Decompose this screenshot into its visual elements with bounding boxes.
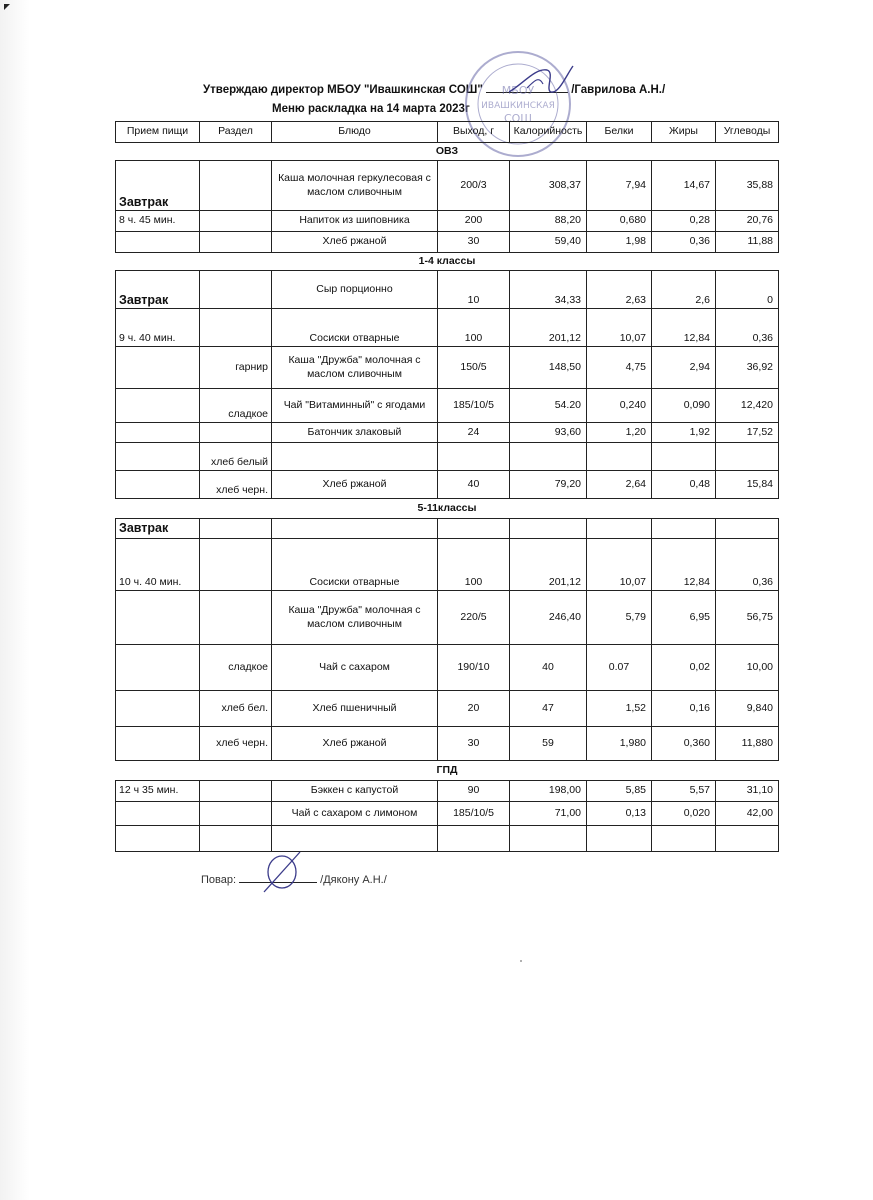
fat-cell: 0,020 xyxy=(652,802,716,826)
kcal-cell: 59,40 xyxy=(510,232,587,253)
kcal-cell xyxy=(510,519,587,539)
output-cell: 200/3 xyxy=(438,161,510,211)
fat-cell: 0,360 xyxy=(652,727,716,761)
output-cell: 200 xyxy=(438,211,510,232)
protein-cell: 1,980 xyxy=(587,727,652,761)
fat-cell: 12,84 xyxy=(652,539,716,591)
protein-cell xyxy=(587,826,652,852)
col-header-section: Раздел xyxy=(200,122,272,143)
table-row xyxy=(116,211,779,232)
section-cell: гарнир xyxy=(200,347,272,389)
section-cell: хлеб бел. xyxy=(200,691,272,727)
protein-cell: 4,75 xyxy=(587,347,652,389)
output-cell: 10 xyxy=(438,271,510,309)
protein-cell: 10,07 xyxy=(587,309,652,347)
approval-line xyxy=(203,82,665,96)
protein-cell: 0,240 xyxy=(587,389,652,423)
meal-cell xyxy=(116,443,200,471)
dish-cell: Каша "Дружба" молочная с маслом сливочным xyxy=(272,591,438,645)
section-cell xyxy=(200,211,272,232)
section-cell: хлеб черн. xyxy=(200,727,272,761)
output-cell: 100 xyxy=(438,539,510,591)
carbs-cell: 15,84 xyxy=(716,471,779,499)
protein-cell: 5,85 xyxy=(587,781,652,802)
output-cell: 24 xyxy=(438,423,510,443)
protein-cell: 2,63 xyxy=(587,271,652,309)
table-row xyxy=(116,161,779,211)
section-cell xyxy=(200,161,272,211)
carbs-cell: 0 xyxy=(716,271,779,309)
dish-cell: Хлеб ржаной xyxy=(272,232,438,253)
output-cell: 220/5 xyxy=(438,591,510,645)
carbs-cell: 56,75 xyxy=(716,591,779,645)
fat-cell: 5,57 xyxy=(652,781,716,802)
table-row xyxy=(116,727,779,761)
carbs-cell: 17,52 xyxy=(716,423,779,443)
protein-cell: 7,94 xyxy=(587,161,652,211)
output-cell: 185/10/5 xyxy=(438,802,510,826)
kcal-cell: 308,37 xyxy=(510,161,587,211)
group-title: 1-4 классы xyxy=(116,253,779,271)
output-cell: 90 xyxy=(438,781,510,802)
fat-cell: 2,6 xyxy=(652,271,716,309)
col-header-fat: Жиры xyxy=(652,122,716,143)
kcal-cell: 54.20 xyxy=(510,389,587,423)
kcal-cell: 88,20 xyxy=(510,211,587,232)
group-row-gpd xyxy=(116,761,779,781)
carbs-cell: 36,92 xyxy=(716,347,779,389)
dish-cell: Бэккен с капустой xyxy=(272,781,438,802)
output-cell: 40 xyxy=(438,471,510,499)
meal-cell: Завтрак xyxy=(116,161,200,211)
protein-cell: 10,07 xyxy=(587,539,652,591)
meal-cell: Завтрак xyxy=(116,519,200,539)
fat-cell: 6,95 xyxy=(652,591,716,645)
meal-cell xyxy=(116,645,200,691)
kcal-cell: 201,12 xyxy=(510,539,587,591)
group-row-5-11 xyxy=(116,499,779,519)
fat-cell: 0,36 xyxy=(652,232,716,253)
section-cell xyxy=(200,539,272,591)
table-row xyxy=(116,519,779,539)
kcal-cell: 246,40 xyxy=(510,591,587,645)
kcal-cell: 71,00 xyxy=(510,802,587,826)
fat-cell: 0,16 xyxy=(652,691,716,727)
protein-cell xyxy=(587,519,652,539)
fat-cell xyxy=(652,826,716,852)
protein-cell xyxy=(587,443,652,471)
section-cell xyxy=(200,423,272,443)
group-title: 5-11классы xyxy=(116,499,779,519)
dish-cell: Хлеб ржаной xyxy=(272,471,438,499)
cook-signature xyxy=(256,848,308,894)
dish-cell: Чай "Витаминный" с ягодами xyxy=(272,389,438,423)
dish-cell: Напиток из шиповника xyxy=(272,211,438,232)
meal-cell: 8 ч. 45 мин. xyxy=(116,211,200,232)
group-row-1-4 xyxy=(116,253,779,271)
carbs-cell: 11,88 xyxy=(716,232,779,253)
kcal-cell: 148,50 xyxy=(510,347,587,389)
menu-subtitle: Меню раскладка на 14 марта 2023г xyxy=(272,103,470,115)
carbs-cell: 0,36 xyxy=(716,309,779,347)
meal-cell: 12 ч 35 мин. xyxy=(116,781,200,802)
carbs-cell xyxy=(716,443,779,471)
kcal-cell: 34,33 xyxy=(510,271,587,309)
approval-text: Утверждаю директор МБОУ "Ивашкинская СОШ" xyxy=(203,84,483,96)
dish-cell xyxy=(272,519,438,539)
group-title: ГПД xyxy=(116,761,779,781)
table-row xyxy=(116,232,779,253)
output-cell: 150/5 xyxy=(438,347,510,389)
dish-cell: Сосиски отварные xyxy=(272,539,438,591)
table-row xyxy=(116,539,779,591)
dish-cell: Чай с сахаром с лимоном xyxy=(272,802,438,826)
carbs-cell: 35,88 xyxy=(716,161,779,211)
meal-cell xyxy=(116,232,200,253)
kcal-cell: 201,12 xyxy=(510,309,587,347)
table-row xyxy=(116,691,779,727)
carbs-cell: 20,76 xyxy=(716,211,779,232)
output-cell: 30 xyxy=(438,232,510,253)
meal-cell xyxy=(116,826,200,852)
kcal-cell: 79,20 xyxy=(510,471,587,499)
table-row xyxy=(116,471,779,499)
corner-mark xyxy=(4,4,10,10)
dish-cell: Сосиски отварные xyxy=(272,309,438,347)
protein-cell: 0,680 xyxy=(587,211,652,232)
table-row xyxy=(116,347,779,389)
section-cell: хлеб черн. xyxy=(200,471,272,499)
protein-cell: 5,79 xyxy=(587,591,652,645)
group-row-ovz xyxy=(116,143,779,161)
section-cell xyxy=(200,802,272,826)
section-cell: сладкое xyxy=(200,389,272,423)
section-cell xyxy=(200,271,272,309)
carbs-cell: 10,00 xyxy=(716,645,779,691)
meal-cell xyxy=(116,423,200,443)
dish-cell xyxy=(272,443,438,471)
fat-cell: 0,28 xyxy=(652,211,716,232)
output-cell xyxy=(438,519,510,539)
cook-name: /Дякону А.Н./ xyxy=(320,874,387,886)
output-cell xyxy=(438,826,510,852)
protein-cell: 0,13 xyxy=(587,802,652,826)
meal-cell xyxy=(116,727,200,761)
svg-text:МБОУ: МБОУ xyxy=(501,84,535,97)
col-header-dish: Блюдо xyxy=(272,122,438,143)
dish-cell: Каша молочная геркулесовая с маслом сливочным xyxy=(272,161,438,211)
kcal-cell: 47 xyxy=(510,691,587,727)
kcal-cell: 40 xyxy=(510,645,587,691)
carbs-cell: 11,880 xyxy=(716,727,779,761)
col-header-kcal: Калорийность xyxy=(510,122,587,143)
output-cell: 190/10 xyxy=(438,645,510,691)
fat-cell: 1,92 xyxy=(652,423,716,443)
table-row xyxy=(116,443,779,471)
scan-edge xyxy=(0,0,30,1200)
table-row xyxy=(116,591,779,645)
protein-cell: 0.07 xyxy=(587,645,652,691)
protein-cell: 1,52 xyxy=(587,691,652,727)
meal-cell xyxy=(116,591,200,645)
scan-speck xyxy=(520,960,522,962)
meal-cell xyxy=(116,471,200,499)
fat-cell: 0,090 xyxy=(652,389,716,423)
carbs-cell: 42,00 xyxy=(716,802,779,826)
section-cell: сладкое xyxy=(200,645,272,691)
output-cell: 30 xyxy=(438,727,510,761)
fat-cell xyxy=(652,443,716,471)
col-header-carbs: Углеводы xyxy=(716,122,779,143)
dish-cell: Хлеб пшеничный xyxy=(272,691,438,727)
output-cell: 20 xyxy=(438,691,510,727)
section-cell xyxy=(200,781,272,802)
protein-cell: 1,20 xyxy=(587,423,652,443)
approval-name: /Гаврилова А.Н./ xyxy=(571,84,666,96)
meal-cell: Завтрак xyxy=(116,271,200,309)
table-row xyxy=(116,826,779,852)
table-row xyxy=(116,645,779,691)
meal-cell xyxy=(116,691,200,727)
carbs-cell: 31,10 xyxy=(716,781,779,802)
fat-cell: 2,94 xyxy=(652,347,716,389)
kcal-cell xyxy=(510,443,587,471)
table-row xyxy=(116,423,779,443)
dish-cell: Каша "Дружба" молочная с маслом сливочным xyxy=(272,347,438,389)
carbs-cell xyxy=(716,519,779,539)
meal-cell: 9 ч. 40 мин. xyxy=(116,309,200,347)
kcal-cell: 198,00 xyxy=(510,781,587,802)
col-header-meal: Прием пищи xyxy=(116,122,200,143)
dish-cell: Хлеб ржаной xyxy=(272,727,438,761)
protein-cell: 2,64 xyxy=(587,471,652,499)
meal-cell xyxy=(116,389,200,423)
output-cell: 185/10/5 xyxy=(438,389,510,423)
fat-cell: 0,02 xyxy=(652,645,716,691)
col-header-output: Выход, г xyxy=(438,122,510,143)
carbs-cell xyxy=(716,826,779,852)
fat-cell: 14,67 xyxy=(652,161,716,211)
menu-table xyxy=(115,121,779,852)
output-cell xyxy=(438,443,510,471)
svg-text:ИВАШКИНСКАЯ: ИВАШКИНСКАЯ xyxy=(481,101,555,111)
section-cell xyxy=(200,591,272,645)
kcal-cell: 59 xyxy=(510,727,587,761)
meal-cell xyxy=(116,802,200,826)
carbs-cell: 0,36 xyxy=(716,539,779,591)
carbs-cell: 12,420 xyxy=(716,389,779,423)
meal-cell xyxy=(116,347,200,389)
section-cell xyxy=(200,519,272,539)
director-signature xyxy=(505,62,577,100)
fat-cell: 0,48 xyxy=(652,471,716,499)
section-cell xyxy=(200,232,272,253)
svg-text:СОШ: СОШ xyxy=(503,112,533,125)
cook-label: Повар: xyxy=(201,874,237,886)
section-cell xyxy=(200,309,272,347)
table-row xyxy=(116,802,779,826)
fat-cell xyxy=(652,519,716,539)
fat-cell: 12,84 xyxy=(652,309,716,347)
meal-cell: 10 ч. 40 мин. xyxy=(116,539,200,591)
table-row xyxy=(116,389,779,423)
carbs-cell: 9,840 xyxy=(716,691,779,727)
col-header-protein: Белки xyxy=(587,122,652,143)
output-cell: 100 xyxy=(438,309,510,347)
table-header-row xyxy=(116,122,779,143)
table-row xyxy=(116,309,779,347)
table-row xyxy=(116,271,779,309)
group-title: ОВЗ xyxy=(116,143,779,161)
dish-cell: Чай с сахаром xyxy=(272,645,438,691)
protein-cell: 1,98 xyxy=(587,232,652,253)
section-cell: хлеб белый xyxy=(200,443,272,471)
dish-cell: Батончик злаковый xyxy=(272,423,438,443)
dish-cell: Сыр порционно xyxy=(272,271,438,309)
kcal-cell: 93,60 xyxy=(510,423,587,443)
table-row xyxy=(116,781,779,802)
kcal-cell xyxy=(510,826,587,852)
